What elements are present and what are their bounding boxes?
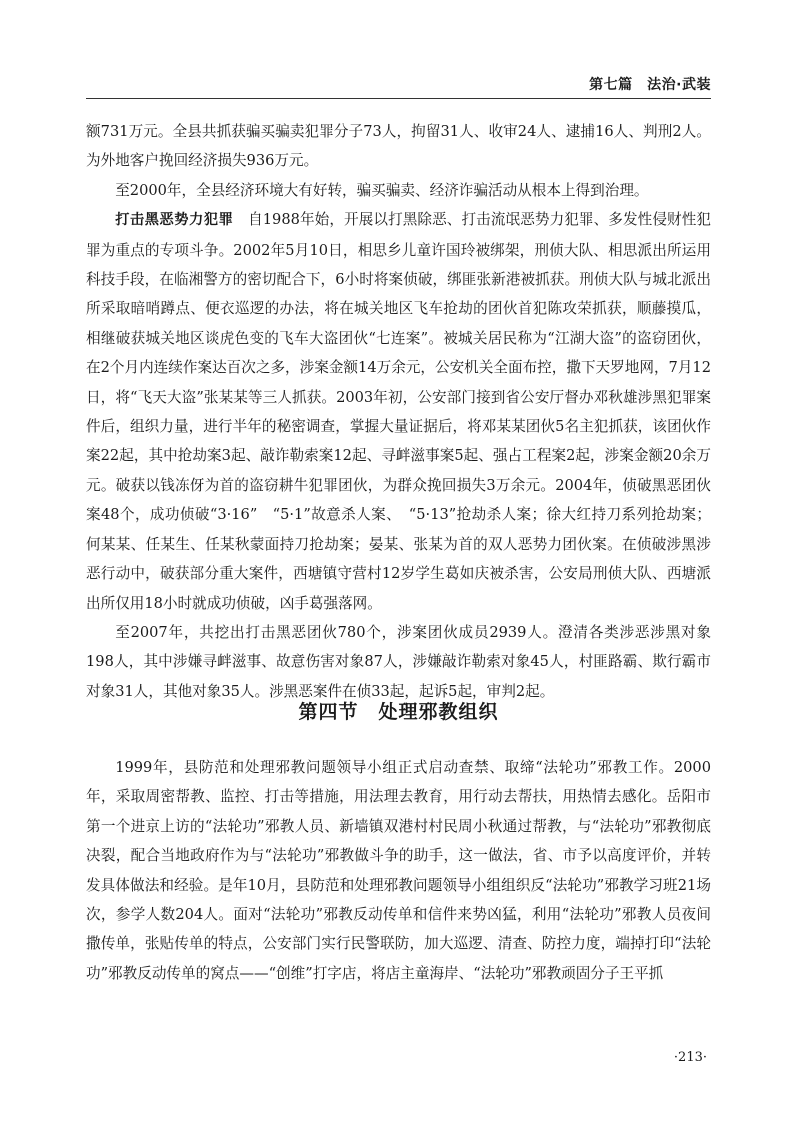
page-number: ·213· xyxy=(673,1050,707,1065)
body-text-lower xyxy=(86,753,711,988)
body-text-upper xyxy=(86,117,711,706)
section-heading: 第四节 处理邪教组织 xyxy=(298,701,499,723)
paragraph: 至2000年，全县经济环境大有好转，骗买骗卖、经济诈骗活动从根本上得到治理。 xyxy=(115,181,649,199)
paragraph: 1999年，县防范和处理邪教问题领导小组正式启动查禁、取缔“法轮功”邪教工作。2000年，采取周密帮教、监控、打击等措施，用法理去教育，用行动去帮扶，用热情去感化。岳阳市第一个进京上访的“法轮功”邪教人员、新墙镇双港村村民周小秋通过帮教，与“法轮功”邪教彻底决裂，配合当地政府作为与“法轮功”邪教做斗争的助手，这一做法，省、市予以高度评价，并转发具体做法和经验。是年10月，县防范和处理邪教问题领导小组组织反“法轮功”邪教学习班21场次，参学人数204人。面对“法轮功”邪教反动传单和信件来势凶猛，利用“法轮功”邪教人员夜间撒传单，张贴传单的特点，公安部门实行民警联防，加大巡逻、清查、防控力度，端掉打印“法轮功”邪教反动传单的窝点——“创维”打字店，将店主童海岸、“法轮功”邪教顽固分子王平抓 xyxy=(86,759,711,982)
header-title: 第七篇 法治·武装 xyxy=(589,77,711,93)
paragraph-crackdown xyxy=(86,205,711,618)
running-header xyxy=(86,70,711,99)
paragraph: 至2007年，共挖出打击黑恶团伙780个，涉案团伙成员2939人。澄清各类涉恶涉黑对象198人，其中涉嫌寻衅滋事、故意伤害对象87人，涉嫌敲诈勒索对象45人，村匪路霸、欺行霸市对象31人，其他对象35人。涉黑恶案件在侦33起，起诉5起，审判2起。 xyxy=(86,623,711,700)
paragraph-continued: 额731万元。全县共抓获骗买骗卖犯罪分子73人，拘留31人、收审24人、逮捕16人、判刑2人。为外地客户挽回经济损失936万元。 xyxy=(86,123,711,170)
paragraph-body: 自1988年始，开展以打黑除恶、打击流氓恶势力犯罪、多发性侵财性犯罪为重点的专项斗争。2002年5月10日，相思乡儿童许国玲被绑架，刑侦大队、相思派出所运用科技手段，在临湘警方的密切配合下，6小时将案侦破，绑匪张新港被抓获。刑侦大队与城北派出所采取暗哨蹲点、便衣巡逻的办法，将在城关地区飞车抢劫的团伙首犯陈攻荣抓获，顺藤摸瓜，相继破获城关地区谈虎色变的飞车大盗团伙“七连案”。被城关居民称为“江湖大盗”的盗窃团伙，在2个月内连续作案达百次之多，涉案金额14万余元，公安机关全面布控，撒下天罗地网，7月12日，将“飞天大盗”张某某等三人抓获。2003年初，公安部门接到省公安厅督办邓秋雄涉黑犯罪案件后，组织力量，进行半年的秘密调查，掌握大量证据后，将邓某某团伙5名主犯抓获，该团伙作案22起，其中抢劫案3起、敲诈勒索案12起、寻衅滋事案5起、强占工程案2起，涉案金额20余万元。破获以钱冻伢为首的盗窃耕牛犯罪团伙，为群众挽回损失3万余元。2004年，侦破黑恶团伙案48个，成功侦破“3·16” “5·1”故意杀人案、 “5·13”抢劫杀人案；徐大红持刀系列抢劫案；何某某、任某生、任某秋蒙面持刀抢劫案；晏某、张某为首的双人恶势力团伙案。在侦破涉黑涉恶行动中，破获部分重大案件，西塘镇守营村12岁学生葛如庆被杀害，公安局刑侦大队、西塘派出所仅用18小时就成功侦破，凶手葛强落网。 xyxy=(86,211,711,612)
run-in-heading: 打击黑恶势力犯罪 xyxy=(115,212,234,229)
